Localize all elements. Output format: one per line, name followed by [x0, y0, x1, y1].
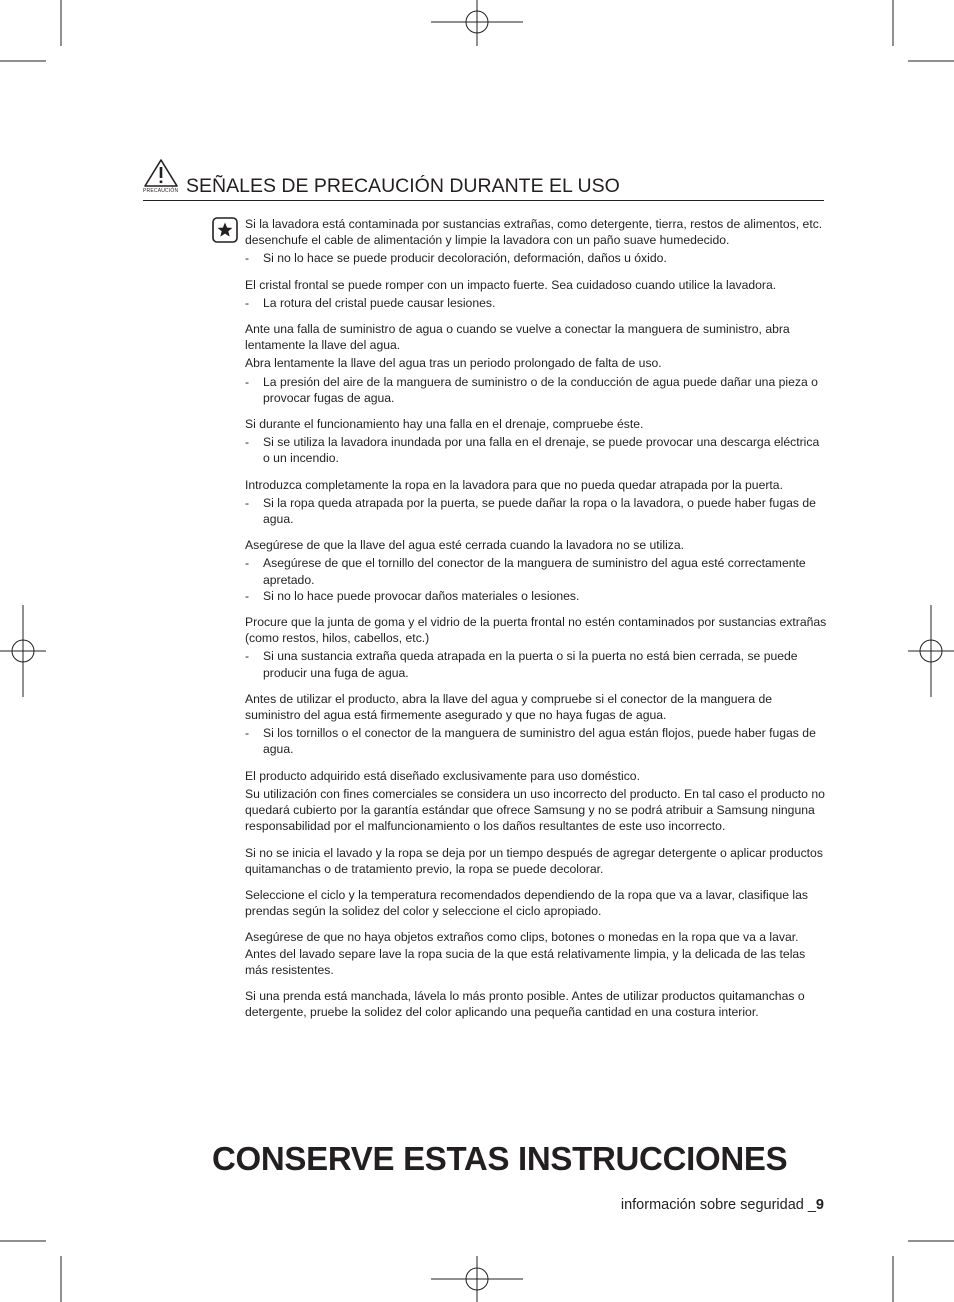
- bullet-dash: -: [245, 649, 250, 664]
- precaution-text-continued: Su utilización con fines comerciales se considera un uso incorrecto del producto. En tal caso el producto no quedará cubierto por la garantía estándar que ofrece Samsung y no se podrá atribuir a Samsung ninguna responsabilidad por el malfuncionamiento o los daños resultantes de este uso incorrecto.: [245, 786, 825, 834]
- precaution-bullet: [245, 555, 827, 587]
- bullet-text: Si la ropa queda atrapada por la puerta, se puede dañar la ropa o la lavadora, o puede haber fugas de agua.: [263, 495, 816, 527]
- precaution-bullet: [245, 434, 827, 466]
- bullet-text: Si los tornillos o el conector de la manguera de suministro del agua están flojos, puede haber fugas de agua.: [263, 726, 816, 757]
- precaution-text: Procure que la junta de goma y el vidrio de la puerta frontal no estén contaminados por sustancias extrañas (como restos, hilos, cabellos, etc.): [245, 615, 827, 646]
- precaution-block: [245, 929, 827, 978]
- precaution-block: [245, 537, 827, 604]
- caution-label: PRECAUCIÓN: [143, 188, 179, 194]
- precaution-text-continued: Abra lentamente la llave del agua tras un periodo prolongado de falta de uso.: [245, 356, 662, 371]
- precaution-block: [245, 988, 827, 1020]
- bullet-dash: -: [245, 588, 250, 603]
- bullet-dash: -: [245, 295, 250, 310]
- bullet-dash: -: [245, 495, 250, 510]
- precaution-bullet: [245, 295, 827, 311]
- bullet-dash: -: [245, 726, 250, 741]
- precaution-block: [245, 845, 827, 877]
- precaution-bullet: [245, 648, 827, 680]
- precaution-bullet: [245, 725, 827, 757]
- precaution-text: Si no se inicia el lavado y la ropa se deja por un tiempo después de agregar detergente o aplicar productos quitamanchas o de tratamiento previo, la ropa se puede decolorar.: [245, 845, 823, 876]
- precaution-bullet: [245, 250, 827, 266]
- precaution-text: Asegúrese de que la llave del agua esté cerrada cuando la lavadora no se utiliza.: [245, 538, 685, 553]
- precaution-bullet: [245, 588, 827, 604]
- precaution-block: [245, 887, 827, 919]
- bullet-text: Si no lo hace se puede producir decoloración, deformación, daños u óxido.: [263, 251, 667, 266]
- caution-warning-icon: [143, 158, 179, 188]
- page-number: 9: [815, 1197, 824, 1213]
- bullet-text: Si una sustancia extraña queda atrapada en la puerta o si la puerta no está bien cerrada, se puede producir una fuga de agua.: [263, 649, 798, 680]
- precaution-text: Si la lavadora está contaminada por sustancias extrañas, como detergente, tierra, restos de alimentos, etc. desenchufe el cable de alimentación y limpie la lavadora con un paño suave humedecido.: [245, 217, 823, 248]
- bullet-dash: -: [245, 374, 250, 389]
- bullet-dash: -: [245, 435, 250, 450]
- bullet-text: La presión del aire de la manguera de suministro o de la conducción de agua puede dañar una pieza o provocar fugas de agua.: [263, 374, 818, 405]
- precaution-block: [245, 477, 827, 528]
- bullet-dash: -: [245, 556, 250, 571]
- precaution-text: Si una prenda está manchada, lávela lo más pronto posible. Antes de utilizar productos quitamanchas o detergente, pruebe la solidez del color aplicando una pequeña cantidad en una costura interior.: [245, 988, 805, 1020]
- footer-title: CONSERVE ESTAS INSTRUCCIONES: [212, 1140, 788, 1177]
- bullet-text: Asegúrese de que el tornillo del conector de la manguera de suministro del agua esté correctamente apretado.: [263, 556, 806, 587]
- precaution-block: [245, 691, 827, 758]
- precaution-bullet: [245, 374, 827, 406]
- precaution-text: Si durante el funcionamiento hay una falla en el drenaje, compruebe éste.: [245, 417, 644, 432]
- precaution-text: Asegúrese de que no haya objetos extraños como clips, botones o monedas en la ropa que va a lavar. Antes del lavado separe lave la ropa sucia de la que está relativamente limpia, y la delicada de las telas más resistentes.: [245, 930, 806, 977]
- precaution-text: El cristal frontal se puede romper con un impacto fuerte. Sea cuidadoso cuando utilice la lavadora.: [245, 277, 777, 292]
- bullet-dash: -: [245, 251, 250, 266]
- bullet-text: La rotura del cristal puede causar lesiones.: [263, 295, 496, 310]
- precaution-block: [245, 277, 827, 311]
- footer-section-label: información sobre seguridad _: [620, 1197, 816, 1213]
- precautions-list: [245, 216, 827, 1030]
- precaution-block: [245, 216, 827, 267]
- precaution-text: El producto adquirido está diseñado exclusivamente para uso doméstico.: [245, 768, 640, 783]
- precaution-block: [245, 614, 827, 681]
- precaution-text: Antes de utilizar el producto, abra la llave del agua y compruebe si el conector de la manguera de suministro del agua está firmemente asegurado y que no haya fugas de agua.: [245, 691, 773, 723]
- precaution-text: Introduzca completamente la ropa en la lavadora para que no pueda quedar atrapada por la puerta.: [245, 477, 783, 492]
- bullet-text: Si no lo hace puede provocar daños materiales o lesiones.: [263, 588, 580, 603]
- page-footer: [621, 1197, 824, 1213]
- precaution-block: [245, 321, 827, 406]
- section-title: SEÑALES DE PRECAUCIÓN DURANTE EL USO: [186, 175, 620, 197]
- precaution-block: [245, 768, 827, 835]
- precaution-bullet: [245, 495, 827, 527]
- star-note-icon: [212, 217, 238, 243]
- precaution-block: [245, 416, 827, 467]
- precaution-text: Ante una falla de suministro de agua o cuando se vuelve a conectar la manguera de suministro, abra lentamente la llave del agua.: [245, 322, 790, 353]
- precaution-text: Seleccione el ciclo y la temperatura recomendados dependiendo de la ropa que va a lavar, clasifique las prendas según la solidez del color y seleccione el ciclo apropiado.: [245, 887, 809, 919]
- bullet-text: Si se utiliza la lavadora inundada por una falla en el drenaje, se puede provocar una descarga eléctrica o un incendio.: [263, 435, 820, 466]
- section-header: [143, 158, 824, 201]
